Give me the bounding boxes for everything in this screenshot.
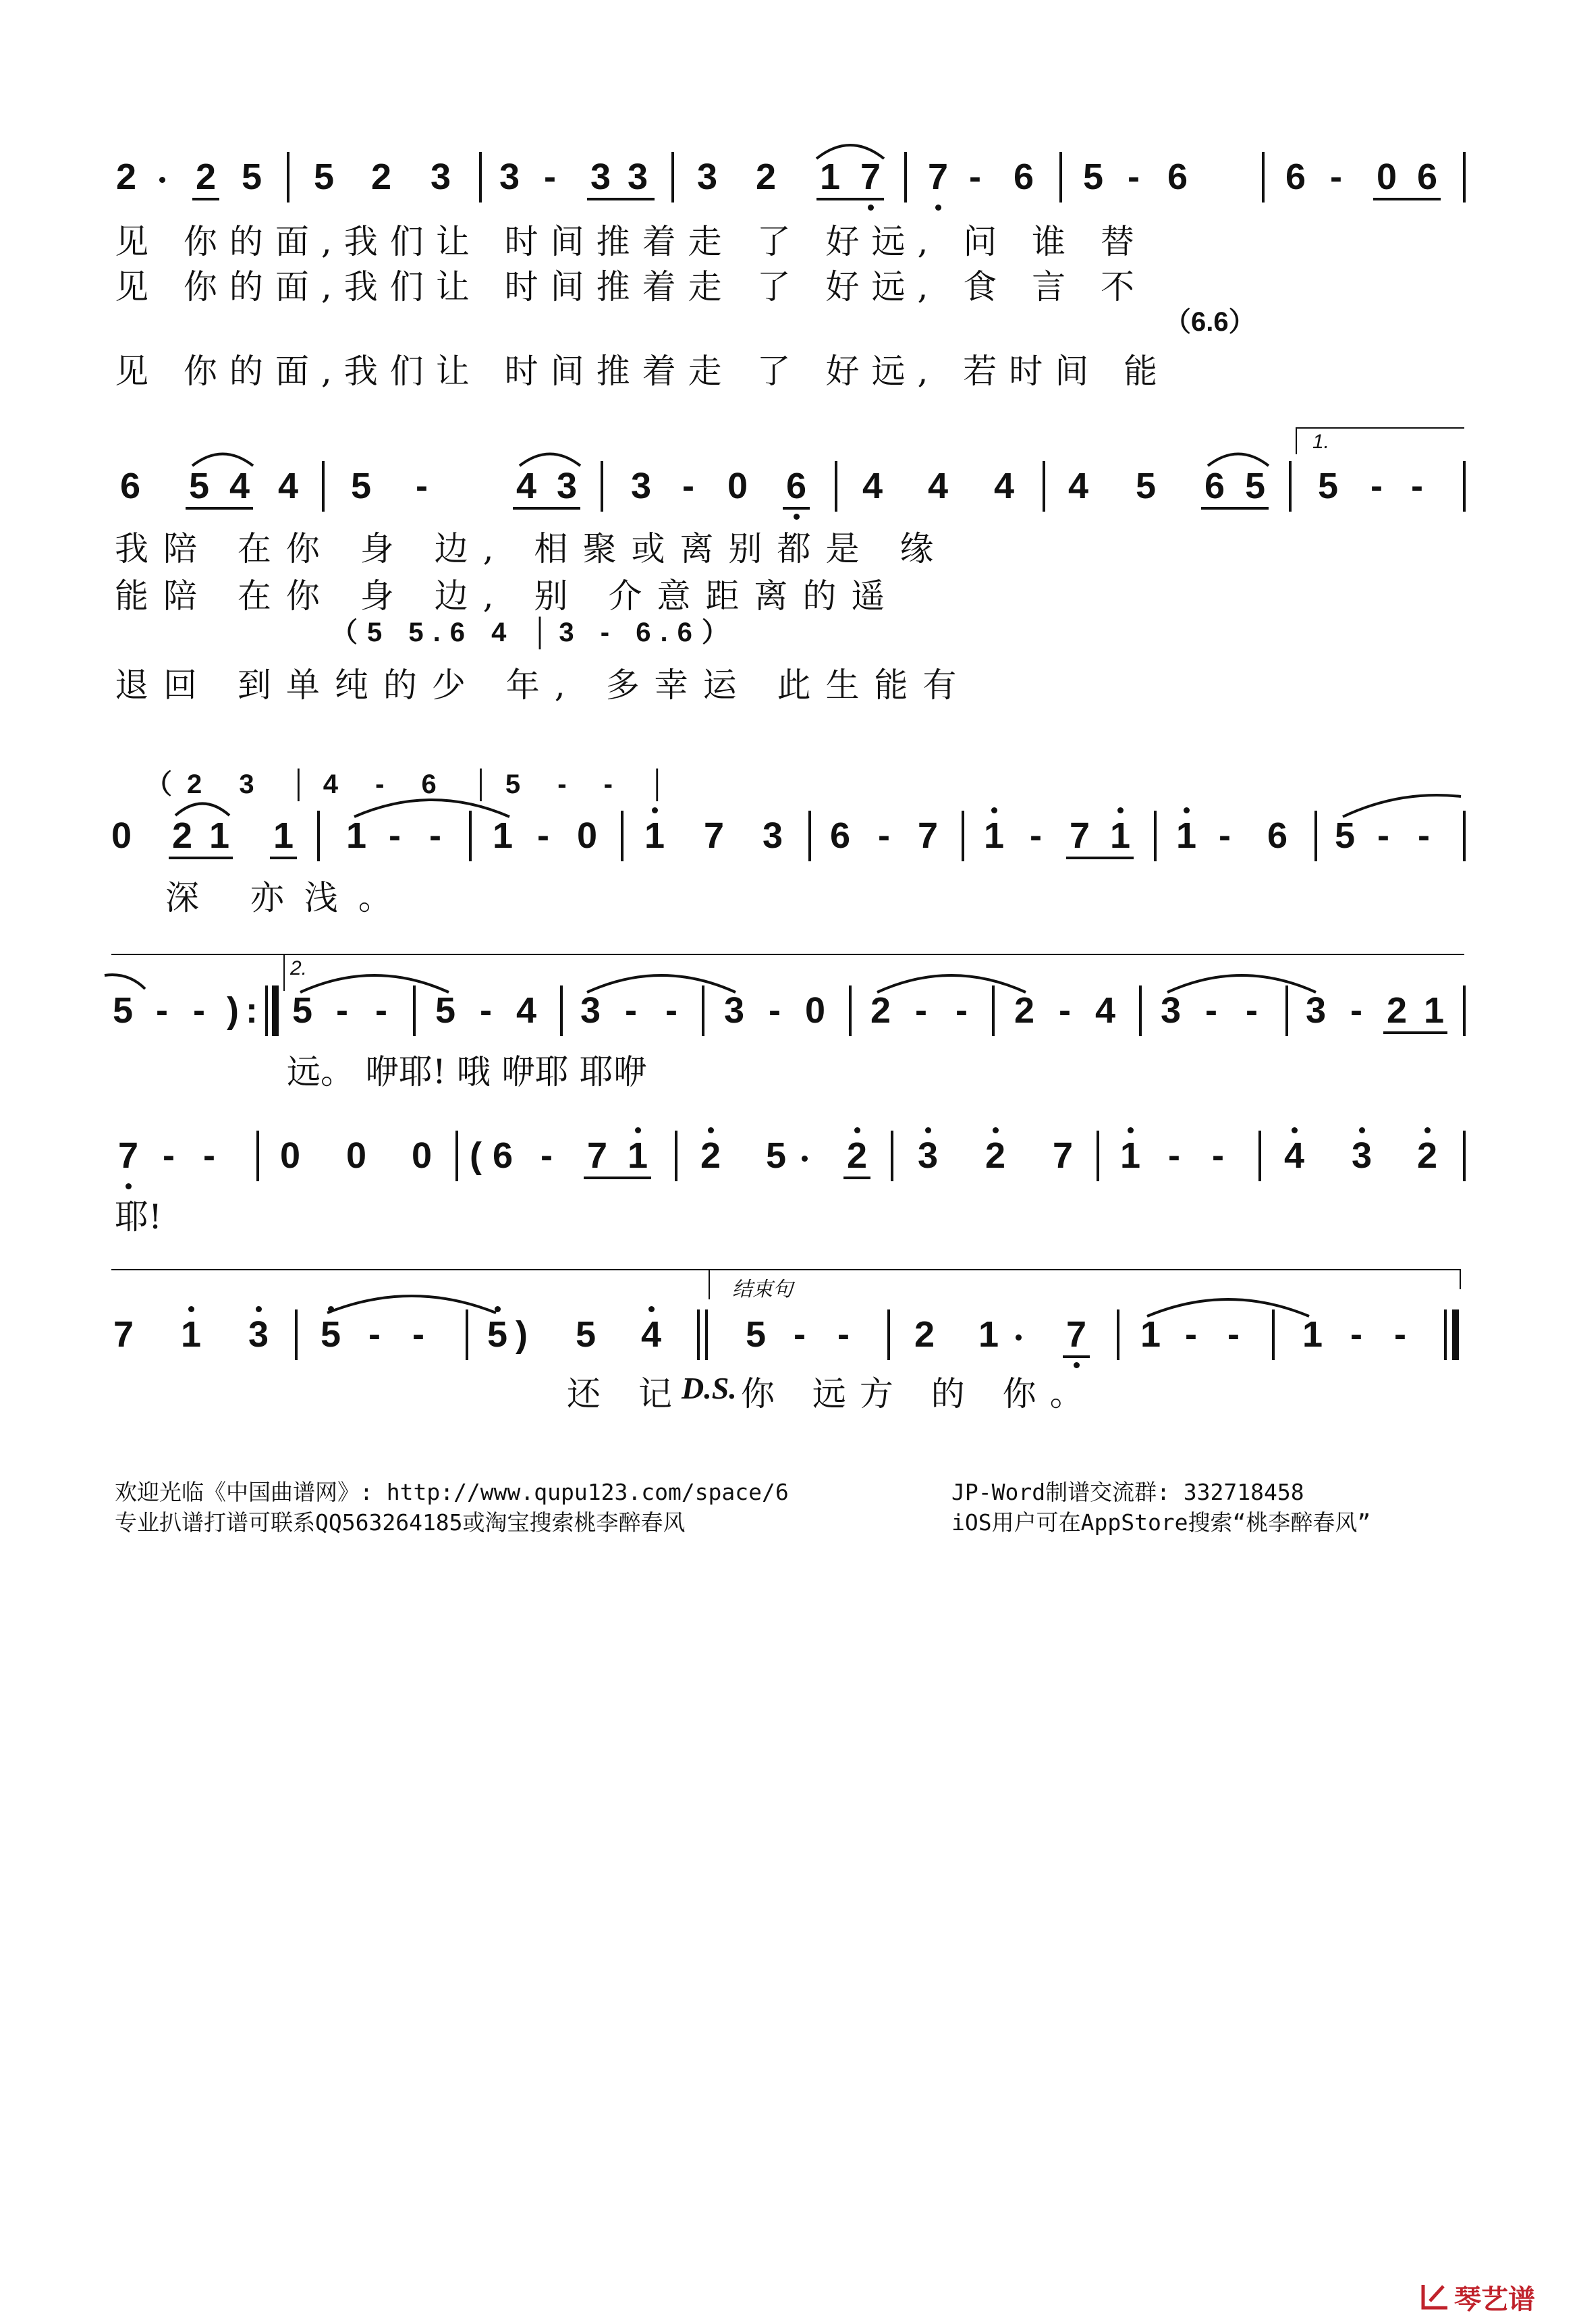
barline (479, 152, 482, 202)
note: 6 (119, 466, 141, 506)
barline (295, 1309, 298, 1360)
barline (1289, 461, 1292, 512)
note: 5 (487, 1314, 508, 1355)
volta-bracket (709, 1269, 710, 1299)
barline (702, 985, 704, 1036)
underline (1201, 507, 1269, 510)
note: 2 (1416, 1135, 1438, 1176)
dot (1117, 807, 1124, 813)
barline (1463, 152, 1466, 202)
lyric-line-1: 耶! (115, 1197, 163, 1237)
note: - (1059, 990, 1071, 1031)
note: - (412, 1314, 424, 1355)
underline (1066, 857, 1134, 859)
underline (587, 198, 655, 200)
note: 6 (1416, 157, 1438, 197)
note: 5 (575, 1314, 597, 1355)
note: 3 (556, 466, 578, 506)
note: - (429, 815, 441, 856)
note: 2 (115, 157, 137, 197)
volta-bracket-end (1460, 1269, 1461, 1289)
note: - (1350, 990, 1362, 1031)
dot (802, 1156, 808, 1162)
dot (991, 807, 997, 813)
dot (1292, 1127, 1298, 1133)
note: 2 (914, 1314, 935, 1355)
note: - (1350, 1314, 1362, 1355)
underline (783, 507, 810, 510)
logo-mark-icon (1420, 2281, 1453, 2311)
underline (192, 198, 219, 200)
note: 3 (1351, 1135, 1373, 1176)
note: 3 (762, 815, 783, 856)
barline (1262, 152, 1265, 202)
barline (904, 152, 907, 202)
note: 1 (1140, 1314, 1161, 1355)
note: 3 (1160, 990, 1182, 1031)
note: - (625, 990, 637, 1031)
note: 1 (983, 815, 1005, 856)
barline (887, 1309, 890, 1360)
slur (189, 445, 256, 469)
note: 3 (917, 1135, 939, 1176)
note: 4 (927, 466, 949, 506)
note: - (955, 990, 968, 1031)
note: 5 (745, 1314, 767, 1355)
note: - (1330, 157, 1342, 197)
underline (843, 1177, 870, 1179)
dot (935, 205, 941, 211)
note: - (915, 990, 927, 1031)
note: 2 (700, 1135, 721, 1176)
footer-group-text: JP-Word制谱交流群: 332718458 (951, 1479, 1304, 1505)
note: 3 (723, 990, 745, 1031)
dot (1016, 1334, 1022, 1341)
volta-bracket (1296, 427, 1297, 454)
note: - (1418, 815, 1430, 856)
note: 3 (590, 157, 611, 197)
note: 1 (492, 815, 514, 856)
ending-label: 结束句 (732, 1278, 793, 1301)
note: - (1377, 815, 1389, 856)
barline (469, 811, 472, 861)
barline (675, 1131, 677, 1181)
barline (1117, 1309, 1119, 1360)
note: - (163, 1135, 175, 1176)
note: - (682, 466, 694, 506)
dot (708, 1127, 714, 1133)
note: 5 (320, 1314, 341, 1355)
note: 6 (1204, 466, 1225, 506)
note: - (665, 990, 677, 1031)
note: 1 (627, 1135, 648, 1176)
lyric-line-3: 见 你的面,我们让 时间推着走 了 好远, 若时间 能 (115, 352, 1170, 391)
note: - (1128, 157, 1140, 197)
note: 2 (1386, 990, 1408, 1031)
note: - (336, 990, 348, 1031)
note: 3 (248, 1314, 269, 1355)
barline (671, 152, 674, 202)
barline (1285, 985, 1288, 1036)
lyric-line-2: 见 你的面,我们让 时间推着走 了 好远, 食 言 不 (115, 267, 1147, 306)
note: 6 (1285, 157, 1306, 197)
lyric-line-2: 能陪 在你 身 边, 别 介意距离的遥 (115, 576, 900, 616)
note: 2 (755, 157, 777, 197)
note: 5 (1244, 466, 1266, 506)
note: 6 (785, 466, 807, 506)
note: - (769, 990, 781, 1031)
note: 5 (292, 990, 313, 1031)
lyric-line-1: 我陪 在你 身 边, 相聚或离别都是 缘 (115, 529, 949, 568)
note: 1 (644, 815, 665, 856)
note: - (1030, 815, 1042, 856)
note: - (837, 1314, 850, 1355)
aux-notation: （6.6） (1164, 307, 1256, 337)
lyric-line-1: 远。 咿耶! 哦 咿耶 耶咿 (287, 1052, 647, 1091)
note: 7 (917, 815, 939, 856)
dot (256, 1306, 262, 1312)
note: 4 (862, 466, 883, 506)
note: 0 (727, 466, 748, 506)
note: 0 (1376, 157, 1397, 197)
aux-notation: （5 5.6 4 │3 - 6.6） (331, 618, 738, 647)
underline (1373, 198, 1441, 200)
dot (1424, 1127, 1431, 1133)
barline (808, 811, 811, 861)
barline (601, 461, 603, 512)
note: 7 (703, 815, 725, 856)
note: 5 (350, 466, 372, 506)
note: - (541, 1135, 553, 1176)
barline (413, 985, 416, 1036)
barline (256, 1131, 259, 1181)
dot (868, 205, 874, 211)
slur (1144, 1289, 1312, 1320)
dot (159, 177, 165, 183)
volta-2-label: 2. (290, 957, 308, 979)
note: 3 (580, 990, 601, 1031)
dot (126, 1183, 132, 1189)
lyric-line-1: 深 亦浅。 (165, 878, 412, 917)
barline (1154, 811, 1157, 861)
note: 4 (516, 990, 537, 1031)
note: - (480, 990, 492, 1031)
aux-notation: （2 3 │4 - 6 │5 - - │ (145, 769, 682, 799)
barline (1097, 1131, 1099, 1181)
note: 5 (241, 157, 262, 197)
note: 1 (978, 1314, 999, 1355)
footer-website-text: 欢迎光临《中国曲谱网》: http://www.qupu123.com/space/6 (115, 1479, 789, 1505)
note: - (1394, 1314, 1406, 1355)
barline (1272, 1309, 1275, 1360)
note: 3 (430, 157, 451, 197)
note: - (544, 157, 556, 197)
note: 4 (277, 466, 299, 506)
barline (317, 811, 320, 861)
barline (322, 461, 325, 512)
note: - (1168, 1135, 1180, 1176)
barline (835, 461, 837, 512)
dot (1359, 1127, 1365, 1133)
note: 6 (492, 1135, 514, 1176)
barline (1444, 1309, 1447, 1360)
note: 3 (630, 466, 652, 506)
note: ) (516, 1314, 528, 1355)
note: 5 (1334, 815, 1356, 856)
note: ) (227, 990, 239, 1031)
slur-tie-end (101, 972, 148, 992)
note: 2 (1014, 990, 1035, 1031)
note: 4 (1283, 1135, 1305, 1176)
note: - (375, 990, 387, 1031)
barline (265, 985, 268, 1036)
underline (270, 857, 297, 859)
slur (813, 135, 887, 162)
note: 2 (985, 1135, 1006, 1176)
note: 7 (1065, 1314, 1087, 1355)
footer-contact-text: 专业扒谱打谱可联系QQ563264185或淘宝搜索桃李醉春风 (115, 1509, 686, 1536)
note: 4 (229, 466, 250, 506)
note: 3 (499, 157, 520, 197)
underline (1383, 1031, 1447, 1034)
note: 4 (516, 466, 537, 506)
barline (1463, 811, 1466, 861)
barline (1463, 1131, 1466, 1181)
note: 5 (435, 990, 456, 1031)
note: 5 (1317, 466, 1339, 506)
barline (466, 1309, 468, 1360)
note: 7 (927, 157, 949, 197)
note: 2 (370, 157, 392, 197)
note: 6 (1013, 157, 1034, 197)
note: - (1246, 990, 1258, 1031)
note: - (193, 990, 205, 1031)
lyric-line-1-a: 还 记 (567, 1374, 686, 1413)
slur (324, 1286, 499, 1316)
note: 1 (209, 815, 230, 856)
note: - (368, 1314, 381, 1355)
volta-line (709, 1269, 1461, 1270)
note: 5 (765, 1135, 787, 1176)
note: 1 (180, 1314, 202, 1355)
note: 1 (819, 157, 841, 197)
note: 7 (1052, 1135, 1074, 1176)
note: 1 (273, 815, 294, 856)
dot (495, 1306, 501, 1312)
note: 7 (586, 1135, 608, 1176)
note: 6 (1167, 157, 1188, 197)
note: 0 (804, 990, 826, 1031)
note: 1 (1119, 1135, 1141, 1176)
underline (1063, 1355, 1090, 1358)
note: - (878, 815, 890, 856)
barline-double (705, 1309, 708, 1360)
underline (186, 507, 253, 510)
note: 0 (111, 815, 132, 856)
note: : (246, 990, 258, 1031)
barline (1314, 811, 1317, 861)
barline (1463, 461, 1466, 512)
note: 0 (279, 1135, 301, 1176)
note: 4 (993, 466, 1015, 506)
note: 5 (188, 466, 210, 506)
note: 3 (696, 157, 718, 197)
dot (648, 1306, 655, 1312)
dot (794, 514, 800, 520)
barline (849, 985, 852, 1036)
barline (1059, 152, 1062, 202)
slur-tie-start (1339, 793, 1464, 820)
note: 3 (1305, 990, 1327, 1031)
note: - (1185, 1314, 1197, 1355)
slur (172, 795, 233, 819)
note: 4 (640, 1314, 662, 1355)
note: - (1370, 466, 1383, 506)
note: 2 (870, 990, 891, 1031)
barline (287, 152, 289, 202)
note: 7 (860, 157, 881, 197)
note: 2 (846, 1135, 868, 1176)
note: 5 (313, 157, 335, 197)
note: 1 (1423, 990, 1445, 1031)
lyric-line-1-b: 你 远方 的 你。 (741, 1374, 1097, 1413)
note: - (1205, 990, 1217, 1031)
dot (1128, 1127, 1134, 1133)
note: 2 (171, 815, 193, 856)
note: 1 (1109, 815, 1131, 856)
barline (697, 1309, 700, 1360)
note: 7 (113, 1314, 134, 1355)
note: 6 (1267, 815, 1288, 856)
note: ( (470, 1135, 482, 1176)
volta-1-label: 1. (1312, 431, 1330, 453)
underline (816, 198, 884, 200)
note: - (416, 466, 428, 506)
dot (1184, 807, 1190, 813)
note: 2 (195, 157, 217, 197)
logo-text: 琴艺谱 (1454, 2284, 1535, 2315)
barline (992, 985, 995, 1036)
note: 6 (829, 815, 851, 856)
note: - (389, 815, 401, 856)
volta-line (111, 954, 1464, 955)
dot (925, 1127, 931, 1133)
note: 1 (1175, 815, 1197, 856)
dot (652, 807, 658, 813)
barline (962, 811, 964, 861)
barline (1463, 985, 1466, 1036)
note: - (1219, 815, 1231, 856)
dot (854, 1127, 860, 1133)
note: 0 (411, 1135, 433, 1176)
note: 1 (1302, 1314, 1323, 1355)
dot (188, 1306, 194, 1312)
note: - (1227, 1314, 1240, 1355)
note: 7 (117, 1135, 139, 1176)
underline (584, 1177, 651, 1179)
note: 5 (1135, 466, 1157, 506)
footer-ios-text: iOS用户可在AppStore搜索“桃李醉春风” (951, 1509, 1371, 1536)
note: - (537, 815, 549, 856)
barline (891, 1131, 893, 1181)
note: 4 (1095, 990, 1116, 1031)
note: 5 (112, 990, 134, 1031)
note: - (156, 990, 168, 1031)
final-barline (1452, 1309, 1459, 1360)
note: 0 (576, 815, 598, 856)
lyric-line-3: 退回 到单纯的少 年, 多幸运 此生能有 (115, 666, 972, 705)
note: - (794, 1314, 806, 1355)
barline (1043, 461, 1045, 512)
note: 1 (345, 815, 367, 856)
barline (621, 811, 624, 861)
dot (993, 1127, 999, 1133)
barline (1258, 1131, 1261, 1181)
slur (516, 445, 584, 469)
barline (1139, 985, 1142, 1036)
repeat-end-barline (272, 985, 279, 1036)
note: 5 (1082, 157, 1104, 197)
dot (635, 1127, 641, 1133)
ds-marker: D.S. (682, 1371, 737, 1405)
note: 0 (345, 1135, 367, 1176)
note: - (1212, 1135, 1224, 1176)
note: 7 (1069, 815, 1090, 856)
note: - (1411, 466, 1423, 506)
volta-line (1296, 427, 1464, 429)
note: - (969, 157, 981, 197)
note: 3 (627, 157, 648, 197)
slur (1204, 445, 1272, 469)
barline (560, 985, 563, 1036)
underline (513, 507, 580, 510)
lyric-line-1: 见 你的面,我们让 时间推着走 了 好远, 问 谁 替 (115, 222, 1147, 261)
volta-bracket (283, 954, 285, 991)
note: 4 (1068, 466, 1089, 506)
note: - (203, 1135, 215, 1176)
underline (169, 857, 233, 859)
